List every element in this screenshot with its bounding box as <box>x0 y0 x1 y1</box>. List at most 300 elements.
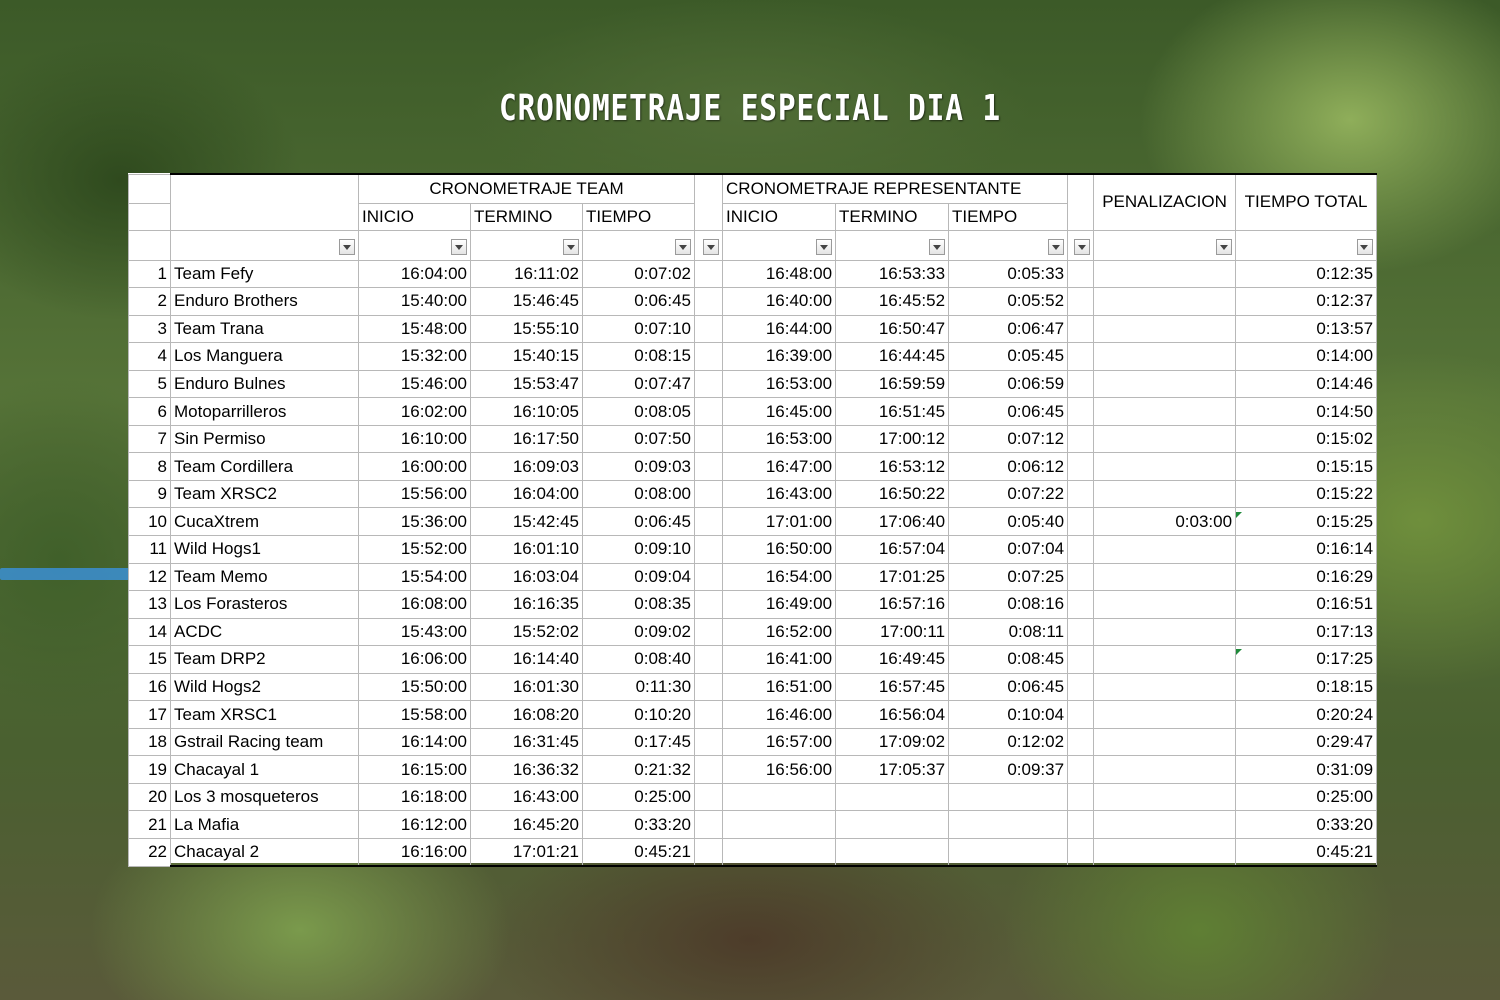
penalizacion-cell[interactable] <box>1094 425 1236 453</box>
team-tiempo-cell[interactable]: 0:08:00 <box>583 480 695 508</box>
rep-termino-cell[interactable]: 16:50:47 <box>836 315 949 343</box>
spacer-cell[interactable] <box>1068 563 1094 591</box>
rep-inicio-cell[interactable]: 16:56:00 <box>723 756 836 784</box>
penalizacion-cell[interactable] <box>1094 783 1236 811</box>
spacer-cell[interactable] <box>695 701 723 729</box>
tiempo-total-cell[interactable]: 0:16:14 <box>1236 535 1377 563</box>
row-number[interactable]: 13 <box>129 591 171 619</box>
row-number[interactable]: 15 <box>129 646 171 674</box>
table-row <box>129 701 1377 729</box>
spacer-cell[interactable] <box>1068 343 1094 371</box>
filter-row <box>129 230 1377 260</box>
rep-inicio-cell[interactable]: 16:50:00 <box>723 535 836 563</box>
team-tiempo-cell[interactable]: 0:08:35 <box>583 591 695 619</box>
row-number[interactable]: 6 <box>129 398 171 426</box>
spacer-cell[interactable] <box>1068 783 1094 811</box>
rep-termino-cell[interactable]: 17:09:02 <box>836 728 949 756</box>
filter-dropdown-icon[interactable] <box>1216 239 1232 255</box>
rep-termino-cell[interactable]: 16:53:33 <box>836 260 949 288</box>
team-termino-cell[interactable]: 16:43:00 <box>471 783 583 811</box>
spacer-cell[interactable] <box>1068 453 1094 481</box>
rep-inicio-cell[interactable]: 16:45:00 <box>723 398 836 426</box>
penalizacion-cell[interactable] <box>1094 563 1236 591</box>
team-termino-cell[interactable]: 15:53:47 <box>471 370 583 398</box>
row-number[interactable]: 16 <box>129 673 171 701</box>
team-name-cell[interactable]: Los Manguera <box>171 343 359 371</box>
spacer-cell[interactable] <box>695 260 723 288</box>
team-inicio-cell[interactable]: 16:04:00 <box>359 260 471 288</box>
row-number[interactable]: 12 <box>129 563 171 591</box>
team-termino-cell[interactable]: 16:11:02 <box>471 260 583 288</box>
tiempo-total-cell[interactable]: 0:12:35 <box>1236 260 1377 288</box>
tiempo-total-cell[interactable]: 0:15:15 <box>1236 453 1377 481</box>
rep-tiempo-cell[interactable]: 0:08:16 <box>949 591 1068 619</box>
team-name-cell[interactable]: Team XRSC1 <box>171 701 359 729</box>
rep-inicio-cell[interactable]: 16:43:00 <box>723 480 836 508</box>
spacer-cell[interactable] <box>695 563 723 591</box>
rep-tiempo-cell[interactable]: 0:09:37 <box>949 756 1068 784</box>
spacer-cell[interactable] <box>1068 646 1094 674</box>
filter-dropdown-icon[interactable] <box>675 239 691 255</box>
rep-tiempo-cell[interactable]: 0:05:45 <box>949 343 1068 371</box>
rep-termino-cell[interactable] <box>836 838 949 866</box>
team-tiempo-cell[interactable]: 0:07:02 <box>583 260 695 288</box>
row-number[interactable]: 14 <box>129 618 171 646</box>
team-tiempo-cell[interactable]: 0:17:45 <box>583 728 695 756</box>
rep-tiempo-cell[interactable] <box>949 783 1068 811</box>
filter-cell-rep-tiempo <box>949 230 1068 260</box>
name-header-cell <box>171 174 359 230</box>
row-number[interactable]: 4 <box>129 343 171 371</box>
rep-termino-cell[interactable]: 17:00:12 <box>836 425 949 453</box>
tiempo-total-cell[interactable]: 0:31:09 <box>1236 756 1377 784</box>
team-termino-cell[interactable]: 16:31:45 <box>471 728 583 756</box>
row-number[interactable]: 10 <box>129 508 171 536</box>
team-inicio-cell[interactable]: 15:54:00 <box>359 563 471 591</box>
spacer-cell[interactable] <box>1068 673 1094 701</box>
table-row <box>129 398 1377 426</box>
penalizacion-cell[interactable] <box>1094 811 1236 839</box>
rep-termino-cell[interactable]: 16:49:45 <box>836 646 949 674</box>
tiempo-total-cell[interactable]: 0:18:15 <box>1236 673 1377 701</box>
team-tiempo-cell[interactable]: 0:06:45 <box>583 288 695 316</box>
team-name-cell[interactable]: Sin Permiso <box>171 425 359 453</box>
penalizacion-cell[interactable] <box>1094 398 1236 426</box>
team-termino-cell[interactable]: 16:09:03 <box>471 453 583 481</box>
team-inicio-cell[interactable]: 16:12:00 <box>359 811 471 839</box>
penalizacion-cell[interactable] <box>1094 343 1236 371</box>
rep-termino-cell[interactable]: 16:51:45 <box>836 398 949 426</box>
team-inicio-cell[interactable]: 16:18:00 <box>359 783 471 811</box>
team-name-cell[interactable]: Motoparrilleros <box>171 398 359 426</box>
penalizacion-cell[interactable] <box>1094 728 1236 756</box>
row-number[interactable]: 5 <box>129 370 171 398</box>
rep-tiempo-cell[interactable]: 0:10:04 <box>949 701 1068 729</box>
team-name-cell[interactable]: Gstrail Racing team <box>171 728 359 756</box>
penalizacion-cell[interactable] <box>1094 646 1236 674</box>
team-termino-cell[interactable]: 16:01:10 <box>471 535 583 563</box>
tiempo-total-cell[interactable]: 0:14:46 <box>1236 370 1377 398</box>
rep-inicio-cell[interactable]: 16:49:00 <box>723 591 836 619</box>
tiempo-total-cell[interactable]: 0:20:24 <box>1236 701 1377 729</box>
team-tiempo-cell[interactable]: 0:45:21 <box>583 838 695 866</box>
team-tiempo-cell[interactable]: 0:10:20 <box>583 701 695 729</box>
penalizacion-cell[interactable] <box>1094 701 1236 729</box>
penalizacion-cell[interactable] <box>1094 673 1236 701</box>
team-inicio-cell[interactable]: 15:46:00 <box>359 370 471 398</box>
penalizacion-cell[interactable] <box>1094 288 1236 316</box>
rep-inicio-cell[interactable]: 16:52:00 <box>723 618 836 646</box>
spacer-cell[interactable] <box>695 728 723 756</box>
team-name-cell[interactable]: ACDC <box>171 618 359 646</box>
sort-filter-icon[interactable] <box>1357 239 1373 255</box>
team-inicio-cell[interactable]: 16:00:00 <box>359 453 471 481</box>
row-number[interactable]: 2 <box>129 288 171 316</box>
team-inicio-cell[interactable]: 16:10:00 <box>359 425 471 453</box>
rep-inicio-cell[interactable]: 16:47:00 <box>723 453 836 481</box>
team-termino-cell[interactable]: 16:04:00 <box>471 480 583 508</box>
rep-tiempo-cell[interactable] <box>949 811 1068 839</box>
spacer-cell[interactable] <box>695 673 723 701</box>
penalizacion-cell[interactable] <box>1094 618 1236 646</box>
rep-tiempo-cell[interactable]: 0:07:25 <box>949 563 1068 591</box>
spacer-cell[interactable] <box>695 756 723 784</box>
tiempo-total-cell[interactable]: 0:16:51 <box>1236 591 1377 619</box>
penalizacion-cell[interactable] <box>1094 370 1236 398</box>
rep-termino-cell[interactable]: 17:01:25 <box>836 563 949 591</box>
table-row <box>129 315 1377 343</box>
penalizacion-cell[interactable] <box>1094 315 1236 343</box>
spacer-cell[interactable] <box>1068 728 1094 756</box>
team-tiempo-cell[interactable]: 0:09:04 <box>583 563 695 591</box>
tiempo-total-cell[interactable]: 0:15:22 <box>1236 480 1377 508</box>
rep-termino-cell[interactable] <box>836 811 949 839</box>
penalizacion-cell[interactable]: 0:03:00 <box>1094 508 1236 536</box>
rep-termino-cell[interactable]: 16:57:04 <box>836 535 949 563</box>
page-title: CRONOMETRAJE ESPECIAL DIA 1 <box>498 88 1001 129</box>
team-tiempo-cell[interactable]: 0:08:15 <box>583 343 695 371</box>
team-tiempo-cell[interactable]: 0:08:40 <box>583 646 695 674</box>
rep-inicio-cell[interactable]: 17:01:00 <box>723 508 836 536</box>
spacer-cell[interactable] <box>1068 260 1094 288</box>
cell-note-indicator-icon <box>1236 649 1242 655</box>
penalizacion-cell[interactable] <box>1094 838 1236 866</box>
filter-cell-spacer <box>695 230 723 260</box>
team-termino-cell[interactable]: 15:55:10 <box>471 315 583 343</box>
tiempo-total-cell[interactable]: 0:15:02 <box>1236 425 1377 453</box>
rep-tiempo-cell[interactable]: 0:07:04 <box>949 535 1068 563</box>
filter-dropdown-icon[interactable] <box>816 239 832 255</box>
team-termino-cell[interactable]: 16:10:05 <box>471 398 583 426</box>
spacer-cell[interactable] <box>695 535 723 563</box>
penalizacion-cell[interactable] <box>1094 260 1236 288</box>
cell-note-indicator-icon <box>1236 512 1242 518</box>
rep-tiempo-cell[interactable]: 0:05:33 <box>949 260 1068 288</box>
team-name-cell[interactable]: Team DRP2 <box>171 646 359 674</box>
team-tiempo-cell[interactable]: 0:09:02 <box>583 618 695 646</box>
spacer-cell[interactable] <box>1068 315 1094 343</box>
spacer-cell[interactable] <box>1068 425 1094 453</box>
team-name-cell[interactable]: Wild Hogs2 <box>171 673 359 701</box>
filter-corner <box>129 230 171 260</box>
team-termino-cell[interactable]: 15:46:45 <box>471 288 583 316</box>
team-name-cell[interactable]: Chacayal 1 <box>171 756 359 784</box>
team-inicio-cell[interactable]: 16:14:00 <box>359 728 471 756</box>
rep-termino-cell[interactable]: 16:59:59 <box>836 370 949 398</box>
spacer-cell[interactable] <box>695 398 723 426</box>
team-tiempo-cell[interactable]: 0:07:50 <box>583 425 695 453</box>
header-tiempo-total: TIEMPO TOTAL <box>1236 174 1377 230</box>
team-tiempo-cell[interactable]: 0:07:47 <box>583 370 695 398</box>
rep-inicio-cell[interactable]: 16:39:00 <box>723 343 836 371</box>
penalizacion-cell[interactable] <box>1094 453 1236 481</box>
spacer-cell[interactable] <box>695 453 723 481</box>
rep-tiempo-cell[interactable]: 0:06:45 <box>949 398 1068 426</box>
team-inicio-cell[interactable]: 15:58:00 <box>359 701 471 729</box>
team-termino-cell[interactable]: 15:42:45 <box>471 508 583 536</box>
team-name-cell[interactable]: Los 3 mosqueteros <box>171 783 359 811</box>
team-inicio-cell[interactable]: 15:50:00 <box>359 673 471 701</box>
spacer-cell[interactable] <box>1068 756 1094 784</box>
team-name-cell[interactable]: Team Memo <box>171 563 359 591</box>
team-inicio-cell[interactable]: 16:06:00 <box>359 646 471 674</box>
rep-termino-cell[interactable]: 16:53:12 <box>836 453 949 481</box>
spacer-cell[interactable] <box>695 343 723 371</box>
spacer-cell[interactable] <box>695 783 723 811</box>
team-name-cell[interactable]: Wild Hogs1 <box>171 535 359 563</box>
filter-cell-team-inicio <box>359 230 471 260</box>
tiempo-total-cell[interactable]: 0:17:13 <box>1236 618 1377 646</box>
tiempo-total-cell[interactable]: 0:14:00 <box>1236 343 1377 371</box>
spacer-cell[interactable] <box>695 480 723 508</box>
spacer-cell[interactable] <box>695 618 723 646</box>
penalizacion-cell[interactable] <box>1094 756 1236 784</box>
row-number[interactable]: 11 <box>129 535 171 563</box>
rep-termino-cell[interactable]: 16:45:52 <box>836 288 949 316</box>
team-tiempo-cell[interactable]: 0:33:20 <box>583 811 695 839</box>
spacer-cell[interactable] <box>1068 370 1094 398</box>
filter-dropdown-icon[interactable] <box>339 239 355 255</box>
rep-termino-cell[interactable]: 16:57:45 <box>836 673 949 701</box>
row-number[interactable]: 8 <box>129 453 171 481</box>
penalizacion-cell[interactable] <box>1094 591 1236 619</box>
row-number[interactable]: 3 <box>129 315 171 343</box>
spacer-cell[interactable] <box>1068 838 1094 866</box>
row-number[interactable]: 19 <box>129 756 171 784</box>
team-name-cell[interactable]: La Mafia <box>171 811 359 839</box>
rep-termino-cell[interactable]: 17:05:37 <box>836 756 949 784</box>
team-name-cell[interactable]: Enduro Bulnes <box>171 370 359 398</box>
rep-inicio-cell[interactable]: 16:41:00 <box>723 646 836 674</box>
team-name-cell[interactable]: Team XRSC2 <box>171 480 359 508</box>
team-name-cell[interactable]: CucaXtrem <box>171 508 359 536</box>
tiempo-total-cell[interactable]: 0:15:25 <box>1236 508 1377 536</box>
team-inicio-cell[interactable]: 15:43:00 <box>359 618 471 646</box>
team-inicio-cell[interactable]: 16:02:00 <box>359 398 471 426</box>
row-number[interactable]: 20 <box>129 783 171 811</box>
team-termino-cell[interactable]: 16:16:35 <box>471 591 583 619</box>
team-tiempo-cell[interactable]: 0:09:03 <box>583 453 695 481</box>
row-number[interactable]: 17 <box>129 701 171 729</box>
rep-tiempo-cell[interactable]: 0:07:12 <box>949 425 1068 453</box>
rep-tiempo-cell[interactable]: 0:06:47 <box>949 315 1068 343</box>
rep-tiempo-cell[interactable]: 0:06:59 <box>949 370 1068 398</box>
team-inicio-cell[interactable]: 15:40:00 <box>359 288 471 316</box>
filter-cell-team-tiempo <box>583 230 695 260</box>
header-team-inicio: INICIO <box>359 203 471 230</box>
penalizacion-cell[interactable] <box>1094 480 1236 508</box>
rep-inicio-cell[interactable]: 16:51:00 <box>723 673 836 701</box>
spacer-cell[interactable] <box>1068 480 1094 508</box>
rep-inicio-cell[interactable] <box>723 783 836 811</box>
spacer-cell[interactable] <box>1068 618 1094 646</box>
rep-termino-cell[interactable]: 17:00:11 <box>836 618 949 646</box>
rep-inicio-cell[interactable]: 16:44:00 <box>723 315 836 343</box>
tiempo-total-cell[interactable]: 0:13:57 <box>1236 315 1377 343</box>
team-termino-cell[interactable]: 16:08:20 <box>471 701 583 729</box>
rep-termino-cell[interactable]: 16:56:04 <box>836 701 949 729</box>
rep-termino-cell[interactable]: 16:44:45 <box>836 343 949 371</box>
rep-inicio-cell[interactable]: 16:53:00 <box>723 425 836 453</box>
rep-tiempo-cell[interactable]: 0:05:40 <box>949 508 1068 536</box>
rep-tiempo-cell[interactable]: 0:12:02 <box>949 728 1068 756</box>
rep-inicio-cell[interactable]: 16:40:00 <box>723 288 836 316</box>
team-tiempo-cell[interactable]: 0:08:05 <box>583 398 695 426</box>
row-number[interactable]: 7 <box>129 425 171 453</box>
filter-cell-name <box>171 230 359 260</box>
tiempo-total-cell[interactable]: 0:33:20 <box>1236 811 1377 839</box>
rep-tiempo-cell[interactable] <box>949 838 1068 866</box>
rep-termino-cell[interactable]: 16:57:16 <box>836 591 949 619</box>
team-inicio-cell[interactable]: 16:16:00 <box>359 838 471 866</box>
team-name-cell[interactable]: Chacayal 2 <box>171 838 359 866</box>
team-inicio-cell[interactable]: 15:48:00 <box>359 315 471 343</box>
row-number[interactable]: 22 <box>129 838 171 866</box>
rep-inicio-cell[interactable]: 16:53:00 <box>723 370 836 398</box>
rep-inicio-cell[interactable] <box>723 811 836 839</box>
tiempo-total-cell[interactable]: 0:25:00 <box>1236 783 1377 811</box>
spacer-cell[interactable] <box>1068 398 1094 426</box>
penalizacion-cell[interactable] <box>1094 535 1236 563</box>
rep-tiempo-cell[interactable]: 0:08:11 <box>949 618 1068 646</box>
header-team-termino: TERMINO <box>471 203 583 230</box>
team-name-cell[interactable]: Team Fefy <box>171 260 359 288</box>
row-number[interactable]: 21 <box>129 811 171 839</box>
team-termino-cell[interactable]: 15:52:02 <box>471 618 583 646</box>
rep-inicio-cell[interactable]: 16:54:00 <box>723 563 836 591</box>
team-name-cell[interactable]: Los Forasteros <box>171 591 359 619</box>
tiempo-total-cell[interactable]: 0:45:21 <box>1236 838 1377 866</box>
team-inicio-cell[interactable]: 15:52:00 <box>359 535 471 563</box>
tiempo-total-cell[interactable]: 0:14:50 <box>1236 398 1377 426</box>
rep-tiempo-cell[interactable]: 0:06:12 <box>949 453 1068 481</box>
spacer-cell[interactable] <box>695 811 723 839</box>
spacer-cell[interactable] <box>695 425 723 453</box>
tiempo-total-cell[interactable]: 0:12:37 <box>1236 288 1377 316</box>
filter-dropdown-icon[interactable] <box>703 239 719 255</box>
team-termino-cell[interactable]: 17:01:21 <box>471 838 583 866</box>
table-row <box>129 673 1377 701</box>
spacer-cell[interactable] <box>1068 508 1094 536</box>
row-number[interactable]: 9 <box>129 480 171 508</box>
rep-termino-cell[interactable] <box>836 783 949 811</box>
team-tiempo-cell[interactable]: 0:11:30 <box>583 673 695 701</box>
table-row <box>129 480 1377 508</box>
filter-dropdown-icon[interactable] <box>451 239 467 255</box>
spacer-cell[interactable] <box>1068 288 1094 316</box>
tiempo-total-cell[interactable]: 0:17:25 <box>1236 646 1377 674</box>
spacer-cell[interactable] <box>695 838 723 866</box>
spacer-cell[interactable] <box>695 370 723 398</box>
rep-inicio-cell[interactable]: 16:57:00 <box>723 728 836 756</box>
spacer-cell[interactable] <box>1068 811 1094 839</box>
team-inicio-cell[interactable]: 16:08:00 <box>359 591 471 619</box>
team-termino-cell[interactable]: 16:17:50 <box>471 425 583 453</box>
team-name-cell[interactable]: Team Trana <box>171 315 359 343</box>
table-row <box>129 370 1377 398</box>
spacer-cell[interactable] <box>695 646 723 674</box>
spacer-cell[interactable] <box>695 315 723 343</box>
results-sheet <box>128 173 1376 863</box>
team-inicio-cell[interactable]: 15:36:00 <box>359 508 471 536</box>
team-tiempo-cell[interactable]: 0:09:10 <box>583 535 695 563</box>
team-inicio-cell[interactable]: 16:15:00 <box>359 756 471 784</box>
team-tiempo-cell[interactable]: 0:07:10 <box>583 315 695 343</box>
table-row <box>129 591 1377 619</box>
team-termino-cell[interactable]: 15:40:15 <box>471 343 583 371</box>
filter-dropdown-icon[interactable] <box>563 239 579 255</box>
rep-inicio-cell[interactable]: 16:46:00 <box>723 701 836 729</box>
tiempo-total-cell[interactable]: 0:29:47 <box>1236 728 1377 756</box>
rep-tiempo-cell[interactable]: 0:08:45 <box>949 646 1068 674</box>
team-inicio-cell[interactable]: 15:32:00 <box>359 343 471 371</box>
spacer-cell[interactable] <box>1068 701 1094 729</box>
spacer-cell[interactable] <box>695 508 723 536</box>
spacer-header-cell <box>1068 174 1094 230</box>
table-row <box>129 756 1377 784</box>
rep-termino-cell[interactable]: 16:50:22 <box>836 480 949 508</box>
rep-tiempo-cell[interactable]: 0:05:52 <box>949 288 1068 316</box>
row-number[interactable]: 18 <box>129 728 171 756</box>
rep-inicio-cell[interactable] <box>723 838 836 866</box>
spacer-cell[interactable] <box>1068 535 1094 563</box>
spacer-cell[interactable] <box>695 591 723 619</box>
rep-tiempo-cell[interactable]: 0:07:22 <box>949 480 1068 508</box>
rep-inicio-cell[interactable]: 16:48:00 <box>723 260 836 288</box>
team-termino-cell[interactable]: 16:45:20 <box>471 811 583 839</box>
team-tiempo-cell[interactable]: 0:21:32 <box>583 756 695 784</box>
spacer-cell[interactable] <box>695 288 723 316</box>
team-termino-cell[interactable]: 16:14:40 <box>471 646 583 674</box>
team-inicio-cell[interactable]: 15:56:00 <box>359 480 471 508</box>
filter-dropdown-icon[interactable] <box>1074 239 1090 255</box>
team-termino-cell[interactable]: 16:36:32 <box>471 756 583 784</box>
filter-dropdown-icon[interactable] <box>929 239 945 255</box>
team-tiempo-cell[interactable]: 0:06:45 <box>583 508 695 536</box>
team-termino-cell[interactable]: 16:03:04 <box>471 563 583 591</box>
team-name-cell[interactable]: Team Cordillera <box>171 453 359 481</box>
tiempo-total-cell[interactable]: 0:16:29 <box>1236 563 1377 591</box>
row-number[interactable]: 1 <box>129 260 171 288</box>
team-name-cell[interactable]: Enduro Brothers <box>171 288 359 316</box>
spacer-cell[interactable] <box>1068 591 1094 619</box>
background-blue-strip <box>0 568 145 580</box>
rep-termino-cell[interactable]: 17:06:40 <box>836 508 949 536</box>
filter-dropdown-icon[interactable] <box>1048 239 1064 255</box>
team-tiempo-cell[interactable]: 0:25:00 <box>583 783 695 811</box>
rep-tiempo-cell[interactable]: 0:06:45 <box>949 673 1068 701</box>
team-termino-cell[interactable]: 16:01:30 <box>471 673 583 701</box>
